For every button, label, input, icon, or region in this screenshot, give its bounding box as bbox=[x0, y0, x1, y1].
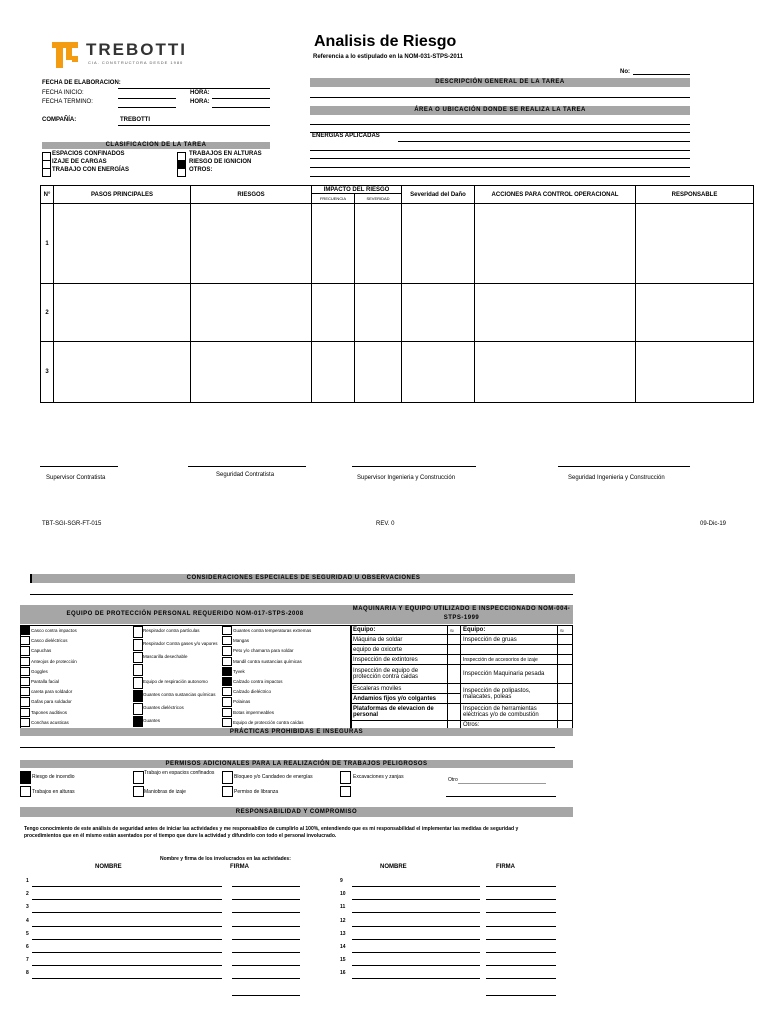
involucrados-label: Nombre y firma de los involucrados en las actividades: bbox=[160, 856, 291, 862]
epp-checkbox[interactable] bbox=[20, 687, 30, 696]
signature-line[interactable] bbox=[32, 926, 222, 927]
form-rev: REV. 0 bbox=[376, 521, 395, 527]
sig-supervisor-contratista: Supervisor Contratista bbox=[46, 475, 106, 481]
row-number: 15 bbox=[340, 957, 346, 964]
page-title: Analisis de Riesgo bbox=[314, 33, 457, 50]
row-number: 1 bbox=[41, 204, 54, 284]
energias-label: ENERGIAS APLICADAS bbox=[312, 133, 380, 139]
label-izaje: IZAJE DE CARGAS bbox=[52, 159, 107, 165]
risk-table bbox=[40, 185, 754, 403]
permiso-confinados: Trabajo en espacios confinados bbox=[144, 770, 215, 776]
hora-label-1: HORA: bbox=[190, 90, 210, 96]
maq-item: Inspección Maquinaria pesada bbox=[461, 665, 558, 684]
epp-checkbox[interactable] bbox=[20, 718, 30, 727]
row-number: 14 bbox=[340, 944, 346, 950]
row-number: 4 bbox=[26, 917, 29, 924]
checkbox-energias[interactable] bbox=[42, 168, 51, 177]
col-severidad: SEVERIDAD bbox=[355, 194, 402, 204]
signature-line[interactable] bbox=[232, 886, 300, 887]
fecha-inicio-label: FECHA INICIO: bbox=[42, 90, 84, 96]
epp-label: Equipo de respiración autonomo bbox=[143, 679, 208, 685]
signature-line[interactable] bbox=[486, 899, 556, 900]
epp-checkbox[interactable] bbox=[222, 697, 232, 706]
maq-si: Si bbox=[448, 626, 461, 635]
signature-line[interactable] bbox=[232, 978, 300, 979]
epp-label: Gafas para soldador bbox=[31, 699, 72, 705]
page-subtitle: Referencia a lo estipulado en la NOM-031-STPS-2011 bbox=[313, 54, 464, 60]
maq-equipo-label: Equipo: bbox=[351, 626, 448, 635]
hora-label-2: HORA: bbox=[190, 99, 210, 105]
row-number: 3 bbox=[26, 904, 29, 911]
epp-checkbox[interactable] bbox=[20, 708, 30, 717]
form-code: TBT-SGI-SGR-FT-015 bbox=[42, 521, 102, 527]
permiso-alturas: Trabajos en alturas bbox=[32, 789, 75, 795]
signature-line[interactable] bbox=[486, 952, 556, 953]
epp-label: Respirador contra partículas bbox=[143, 628, 200, 633]
signature-line[interactable] bbox=[486, 926, 556, 927]
epp-header: EQUIPO DE PROTECCIÓN PERSONAL REQUERIDO NOM-017-STPS-2008 bbox=[20, 605, 350, 624]
permiso-excavaciones: Excavaciones y zanjas bbox=[353, 774, 404, 780]
maq-item: Escaleras moviles bbox=[351, 684, 448, 694]
row-number: 9 bbox=[340, 878, 343, 884]
fecha-termino-label: FECHA TERMINO: bbox=[42, 99, 93, 105]
responsabilidad-header: RESPONSABILIDAD Y COMPROMISO bbox=[20, 807, 573, 817]
epp-label: Mandil contra sustancias químicas bbox=[233, 658, 302, 664]
signature-line[interactable] bbox=[32, 912, 222, 913]
epp-checkbox[interactable] bbox=[133, 690, 143, 702]
epp-checkbox[interactable] bbox=[20, 636, 30, 645]
practicas-header: PRÁCTICAS PROHIBIDAS E INSEGURAS bbox=[20, 728, 573, 736]
signature-line[interactable] bbox=[232, 899, 300, 900]
col-responsable: RESPONSABLE bbox=[636, 186, 754, 204]
signature-line[interactable] bbox=[32, 952, 222, 953]
signature-line[interactable] bbox=[32, 939, 222, 940]
signature-line[interactable] bbox=[352, 912, 480, 913]
epp-label: Peto y/o chamarra para soldar bbox=[233, 648, 294, 654]
epp-label: Guantes dieléctricos bbox=[143, 704, 184, 710]
sig-seguridad-contratista: Seguridad Contratista bbox=[216, 472, 275, 478]
epp-checkbox[interactable] bbox=[222, 636, 232, 645]
signature-line[interactable] bbox=[32, 965, 222, 966]
maq-item: Inspección de accesorios de izaje bbox=[461, 655, 558, 665]
firma-header: FIRMA bbox=[230, 864, 249, 870]
epp-checkbox[interactable] bbox=[133, 626, 143, 638]
row-number: 7 bbox=[26, 957, 29, 964]
logo-text: TREBOTTI bbox=[86, 40, 187, 59]
permiso-libranza: Permiso de libranza bbox=[234, 789, 279, 795]
epp-label: Polainas bbox=[233, 699, 251, 705]
epp-checkbox[interactable] bbox=[222, 626, 232, 635]
row-number: 2 bbox=[26, 891, 29, 898]
maq-item: Andamios fijos y/o colgantes bbox=[351, 694, 448, 704]
signature-line[interactable] bbox=[352, 939, 480, 940]
checkbox-otros[interactable] bbox=[177, 168, 186, 177]
col-riesgos: RIESGOS bbox=[191, 186, 312, 204]
consideraciones-header: CONSIDERACIONES ESPECIALES DE SEGURIDAD U OBSERVACIONES bbox=[30, 574, 575, 583]
epp-label: Conchas acusticas bbox=[31, 719, 69, 725]
maq-item: Inspeccion de herramientas eléctricas y/o de combustión bbox=[461, 704, 558, 721]
checkbox-libranza[interactable] bbox=[222, 786, 233, 797]
checkbox-incendio[interactable] bbox=[20, 771, 31, 784]
row-number: 8 bbox=[26, 970, 29, 977]
label-energias: TRABAJO CON ENERGÍAS bbox=[52, 167, 130, 173]
epp-label: Calzado contra impactos bbox=[233, 679, 283, 684]
signature-line[interactable] bbox=[486, 939, 556, 940]
label-espacios: ESPACIOS CONFINADOS bbox=[52, 151, 125, 157]
epp-label: Guantes bbox=[143, 717, 161, 723]
checkbox-bloqueo[interactable] bbox=[222, 771, 233, 784]
nombre-header-2: NOMBRE bbox=[380, 864, 407, 870]
maq-equipo-label-2: Equipo: bbox=[461, 626, 558, 635]
label-ignicion: RIESGO DE IGNICION bbox=[189, 159, 252, 165]
sig-supervisor-ing: Supervisor Ingenieria y Construcción bbox=[357, 475, 456, 481]
area-header: ÁREA O UBICACIÓN DONDE SE REALIZA LA TAREA bbox=[310, 106, 690, 115]
checkbox-confinados[interactable] bbox=[133, 771, 144, 784]
epp-label: Mangas bbox=[233, 638, 250, 644]
maq-item: Inspección de extintores bbox=[351, 655, 448, 665]
checkbox-izaje2[interactable] bbox=[133, 786, 144, 797]
epp-label: Capuchas bbox=[31, 648, 52, 654]
maq-item: Inspección de gruas bbox=[461, 635, 558, 645]
signature-line[interactable] bbox=[232, 952, 300, 953]
permiso-izaje: Maniobras de izaje bbox=[144, 789, 186, 795]
epp-checkbox[interactable] bbox=[20, 677, 30, 686]
col-sev-dano: Severidad del Daño bbox=[402, 186, 475, 204]
epp-label: careta para soldador bbox=[31, 689, 73, 695]
epp-label: Calzado dieléctrico bbox=[233, 689, 272, 695]
epp-label: Equipo de protección contra caídas bbox=[233, 719, 304, 725]
maq-item: Inspección de polipastos, malacates, poleas bbox=[461, 684, 558, 704]
table-row bbox=[41, 204, 754, 284]
logo-subtext: CIA. CONSTRUCTORA DESDE 1980 bbox=[88, 60, 184, 65]
compromiso-text: Tengo conocimiento de este análisis de seguridad antes de iniciar las actividades y me responsabilizo de cumplirlo al 100%, entendiendo que es mi responsabilidad el implementar las medidas de seguridad y procedimientos que en él mismo están asentados por el tiempo que dure la actividad y difundirlo con todo el personal involucrado. bbox=[24, 826, 519, 839]
epp-checkbox[interactable] bbox=[222, 687, 232, 696]
signature-line[interactable] bbox=[486, 912, 556, 913]
table-row bbox=[41, 342, 754, 403]
epp-label: Botas impermeables bbox=[233, 709, 275, 715]
epp-checkbox[interactable] bbox=[222, 657, 232, 666]
signature-line[interactable] bbox=[352, 978, 480, 979]
epp-label: Anteojos de protección bbox=[31, 658, 77, 664]
permisos-header: PERMISOS ADICIONALES PARA LA REALIZACIÓN DE TRABAJOS PELIGROSOS bbox=[20, 760, 573, 768]
epp-label: Guantes contra temperaturas extremas bbox=[233, 628, 312, 633]
epp-label: Tyvek bbox=[233, 668, 245, 674]
signature-line[interactable] bbox=[486, 886, 556, 887]
maq-si-2: Si bbox=[558, 626, 573, 635]
form-date: 09-Dic-19 bbox=[700, 521, 727, 527]
epp-checkbox[interactable] bbox=[20, 626, 30, 635]
epp-label: Casco dieléctricos bbox=[31, 638, 68, 644]
maq-item: Máquina de soldar bbox=[351, 635, 448, 645]
signature-line[interactable] bbox=[352, 886, 480, 887]
signature-line[interactable] bbox=[352, 899, 480, 900]
signature-line[interactable] bbox=[232, 926, 300, 927]
checkbox-extra[interactable] bbox=[340, 786, 351, 797]
row-number: 11 bbox=[340, 904, 346, 911]
epp-checkbox[interactable] bbox=[20, 667, 30, 676]
permiso-incendio: Riesgo de incendio bbox=[32, 774, 75, 780]
epp-label: Mascarilla desechable bbox=[143, 653, 188, 659]
epp-checkbox[interactable] bbox=[222, 677, 232, 686]
epp-checkbox[interactable] bbox=[133, 716, 143, 728]
maq-item: Plataformas de elevacion de personal bbox=[351, 704, 448, 721]
signature-line[interactable] bbox=[352, 965, 480, 966]
epp-checkbox[interactable] bbox=[133, 677, 143, 689]
row-number: 2 bbox=[41, 284, 54, 342]
row-number: 3 bbox=[41, 342, 54, 403]
row-number: 1 bbox=[26, 878, 29, 884]
col-pasos: PASOS PRINCIPALES bbox=[54, 186, 191, 204]
epp-checkbox[interactable] bbox=[20, 697, 30, 706]
epp-checkbox[interactable] bbox=[133, 639, 143, 651]
epp-checkbox[interactable] bbox=[133, 652, 143, 664]
epp-label: Tapones auditivos bbox=[31, 709, 68, 715]
maq-item: Inspección de equipo de protección contra caidas bbox=[351, 665, 448, 684]
row-number: 6 bbox=[26, 944, 29, 950]
col-frecuencia: FRECUENCIA bbox=[312, 194, 355, 204]
epp-checkbox[interactable] bbox=[20, 646, 30, 655]
maquinaria-header: MAQUINARIA Y EQUIPO UTILIZADO E INSPECCIONADO NOM-004-STPS-1999 bbox=[350, 605, 573, 624]
checkbox-excavaciones[interactable] bbox=[340, 771, 351, 784]
no-label: No: bbox=[620, 69, 630, 75]
row-number: 16 bbox=[340, 970, 346, 977]
epp-checkbox[interactable] bbox=[222, 667, 232, 676]
col-acciones: ACCIONES PARA CONTROL OPERACIONAL bbox=[475, 186, 636, 204]
fecha-elaboracion-label: FECHA DE ELABORACION: bbox=[42, 80, 121, 86]
sig-seguridad-ing: Seguridad Ingenieria y Construcción bbox=[568, 475, 665, 481]
epp-checkbox[interactable] bbox=[133, 664, 143, 676]
epp-label: Pantalla facial bbox=[31, 679, 60, 684]
compania-value: TREBOTTI bbox=[120, 117, 150, 123]
signature-line[interactable] bbox=[232, 939, 300, 940]
signature-line[interactable] bbox=[486, 965, 556, 966]
epp-label: Casco contra impactos bbox=[31, 628, 77, 633]
maq-item: Otros: bbox=[461, 721, 558, 730]
epp-checkbox[interactable] bbox=[222, 718, 232, 727]
table-row bbox=[41, 284, 754, 342]
logo-mark-icon bbox=[52, 42, 78, 68]
row-number: 12 bbox=[340, 917, 346, 924]
signature-line[interactable] bbox=[232, 912, 300, 913]
signature-line[interactable] bbox=[352, 926, 480, 927]
row-number: 10 bbox=[340, 891, 346, 898]
epp-checkbox[interactable] bbox=[222, 646, 232, 655]
epp-checkbox[interactable] bbox=[20, 657, 30, 666]
clasificacion-header: CLASIFICACION DE LA TAREA bbox=[42, 142, 270, 149]
nombre-header: NOMBRE bbox=[95, 864, 122, 870]
epp-label: Respirador Contra gases y/o vapores bbox=[143, 640, 218, 646]
maquinaria-table bbox=[350, 625, 573, 730]
label-otros: OTROS: bbox=[189, 167, 213, 173]
epp-label: Goggles bbox=[31, 668, 48, 674]
row-number: 5 bbox=[26, 930, 29, 937]
compania-label: COMPAÑÍA: bbox=[42, 117, 77, 123]
maq-item: equipo de oxicorte bbox=[351, 645, 448, 655]
row-number: 13 bbox=[340, 930, 346, 937]
permiso-bloqueo: Bloqueo y/o Candadeo de energías bbox=[234, 774, 313, 780]
signature-line[interactable] bbox=[352, 952, 480, 953]
epp-checkbox[interactable] bbox=[133, 703, 143, 715]
epp-label: Guantes contra sustancias químicas bbox=[143, 692, 216, 697]
checkbox-alturas2[interactable] bbox=[20, 786, 31, 797]
epp-checkbox[interactable] bbox=[222, 708, 232, 717]
firma-header-2: FIRMA bbox=[496, 864, 515, 870]
label-alturas: TRABAJOS EN ALTURAS bbox=[189, 151, 262, 157]
col-n: N° bbox=[41, 186, 54, 204]
signature-line[interactable] bbox=[486, 978, 556, 979]
descripcion-header: DESCRIPCIÓN GENERAL DE LA TAREA bbox=[310, 78, 690, 87]
signature-line[interactable] bbox=[232, 965, 300, 966]
signature-line[interactable] bbox=[32, 886, 222, 887]
company-logo bbox=[52, 42, 78, 73]
col-impacto: IMPACTO DEL RIESGO bbox=[312, 186, 402, 194]
otro-label: Otro bbox=[448, 777, 458, 783]
signature-line[interactable] bbox=[32, 978, 222, 979]
signature-line[interactable] bbox=[32, 899, 222, 900]
